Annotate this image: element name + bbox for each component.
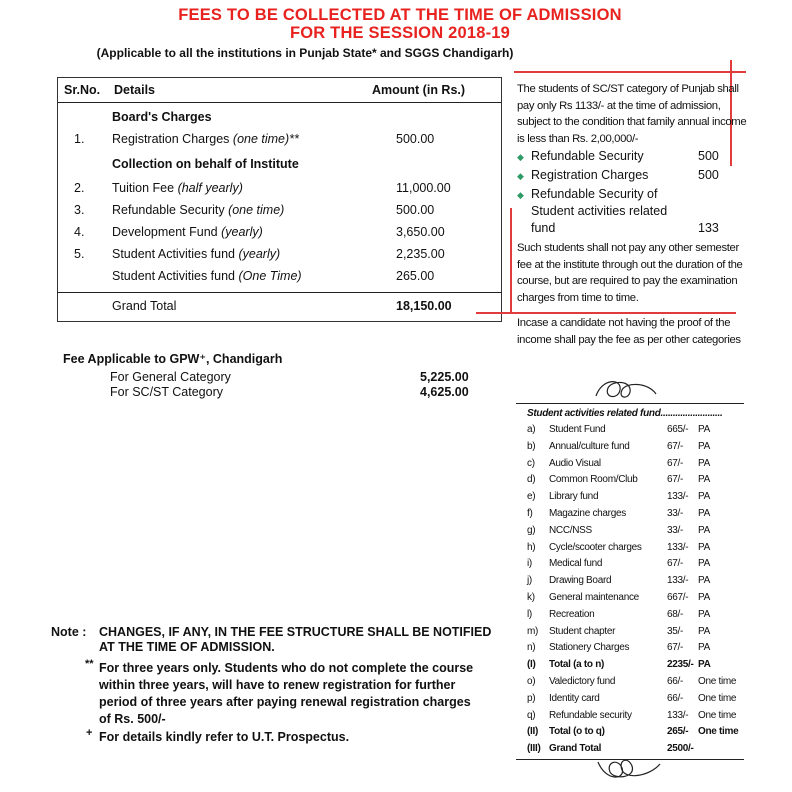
activity-amount: 67/-: [667, 558, 684, 570]
activity-period: PA: [698, 642, 710, 654]
activity-key: a): [527, 424, 536, 435]
bullet-amount: 133: [698, 221, 719, 235]
activity-label: Refundable security: [549, 709, 632, 721]
activity-period: PA: [698, 575, 710, 587]
row-sr: 5.: [74, 247, 85, 261]
row-sr: 4.: [74, 225, 85, 239]
gpw-general-label: For General Category: [110, 370, 231, 384]
activity-label: Drawing Board: [549, 575, 612, 587]
activity-amount: 133/-: [667, 491, 689, 503]
activity-key: (I): [527, 659, 536, 671]
activity-amount: 67/-: [667, 474, 684, 486]
double-star-marker: **: [85, 658, 94, 670]
row-details: Student Activities fund (One Time): [112, 269, 302, 283]
bullet-amount: 500: [698, 168, 719, 182]
activity-label: Magazine charges: [549, 508, 626, 519]
row-amount: 265.00: [396, 269, 435, 283]
activity-key: b): [527, 440, 536, 452]
activity-label: Medical fund: [549, 558, 603, 570]
activity-label: Total (a to n): [549, 659, 605, 671]
plus-marker: +: [86, 727, 93, 739]
activity-label: Annual/culture fund: [549, 440, 630, 452]
row-amount: 11,000.00: [396, 181, 451, 195]
activity-key: k): [527, 592, 535, 603]
note-line2: AT THE TIME OF ADMISSION.: [99, 640, 275, 654]
activities-heading: Student activities related fund.........................: [527, 408, 723, 419]
board-charges-heading: Board's Charges: [112, 110, 212, 124]
grand-total-amount: 18,150.00: [396, 299, 452, 313]
activity-period: PA: [698, 608, 710, 620]
activity-period: PA: [698, 625, 710, 637]
activity-amount: 33/-: [667, 508, 684, 519]
activity-amount: 67/-: [667, 457, 684, 469]
gpw-heading: Fee Applicable to GPW⁺, Chandigarh: [63, 352, 283, 366]
activity-key: m): [527, 625, 539, 637]
activity-period: PA: [698, 440, 710, 452]
activity-amount: 133/-: [667, 541, 689, 553]
row-sr: 3.: [74, 203, 85, 217]
bullet-icon: ◆: [517, 190, 524, 200]
registration-footnote: For three years only. Students who do not complete the course within three years, will have to renew registration for further period of three years after paying renewal registration charges of Rs. 500/-: [99, 661, 474, 726]
bullet-label: Student activities related: [531, 204, 668, 218]
activity-key: e): [527, 491, 536, 503]
activities-top-divider: [516, 403, 744, 404]
activity-amount: 67/-: [667, 642, 684, 654]
activity-label: Common Room/Club: [549, 474, 638, 486]
activity-amount: 2500/-: [667, 743, 694, 755]
bullet-amount: 500: [698, 149, 719, 163]
bullet-icon: ◆: [517, 171, 524, 181]
activity-key: (III): [527, 743, 541, 755]
activity-amount: 665/-: [667, 424, 689, 435]
activity-label: Stationery Charges: [549, 642, 630, 654]
activity-amount: 2235/-: [667, 659, 694, 671]
activity-period: PA: [698, 558, 710, 570]
activity-amount: 66/-: [667, 676, 684, 687]
scst-note-para3: Incase a candidate not having the proof of the income shall pay the fee as per other categories: [517, 317, 741, 346]
page-title: FEES TO BE COLLECTED AT THE TIME OF ADMISSION: [178, 6, 622, 24]
activity-label: Identity card: [549, 692, 600, 704]
activity-label: NCC/NSS: [549, 524, 592, 536]
col-amount-header: Amount (in Rs.): [372, 83, 466, 97]
activity-key: q): [527, 709, 536, 721]
activity-amount: 265/-: [667, 726, 689, 738]
activity-key: l): [527, 608, 532, 620]
activity-period: PA: [698, 524, 710, 536]
scst-note-text: The students of SC/ST category of Punjab shall pay only Rs 1133/- at the time of admission, subject to the condition that family annual income is less than Rs. 2,00,000/-: [517, 83, 747, 145]
ornament-top-icon: [592, 376, 662, 402]
activity-label: Cycle/scooter charges: [549, 541, 642, 553]
activity-period: PA: [698, 659, 711, 671]
grand-total-divider: [57, 292, 502, 293]
activity-period: PA: [698, 457, 710, 469]
activity-period: PA: [698, 474, 710, 486]
activity-key: i): [527, 558, 532, 570]
institute-collection-heading: Collection on behalf of Institute: [112, 157, 299, 171]
note-line1: CHANGES, IF ANY, IN THE FEE STRUCTURE SHALL BE NOTIFIED: [99, 625, 492, 639]
bullet-label: Refundable Security: [531, 149, 644, 163]
activity-label: Library fund: [549, 491, 599, 503]
grand-total-label: Grand Total: [112, 299, 177, 313]
row-details: Refundable Security (one time): [112, 203, 285, 217]
gpw-general-amount: 5,225.00: [420, 370, 469, 384]
row-sr: 1.: [74, 132, 85, 146]
row-amount: 3,650.00: [396, 225, 445, 239]
activity-label: Student Fund: [549, 424, 606, 435]
col-details-header: Details: [114, 83, 155, 97]
activity-amount: 33/-: [667, 524, 684, 536]
row-amount: 2,235.00: [396, 247, 445, 261]
red-mark-line: [514, 71, 746, 73]
activity-key: f): [527, 508, 533, 519]
activity-period: PA: [698, 541, 710, 553]
activity-label: Student chapter: [549, 625, 616, 637]
activity-key: h): [527, 541, 536, 553]
activity-key: d): [527, 474, 536, 486]
scst-note-para2: Such students shall not pay any other semester fee at the institute through out the duration of the course, but are required to pay the examination charges from time to time.: [517, 242, 743, 304]
activity-amount: 133/-: [667, 709, 689, 721]
activity-label: Valedictory fund: [549, 676, 616, 687]
row-details: Development Fund (yearly): [112, 225, 263, 239]
activity-key: n): [527, 642, 536, 654]
activity-period: One time: [698, 676, 737, 687]
row-details: Registration Charges (one time)**: [112, 132, 299, 146]
gpw-scst-label: For SC/ST Category: [110, 385, 224, 399]
activity-amount: 68/-: [667, 608, 684, 620]
row-amount: 500.00: [396, 203, 435, 217]
activity-label: Audio Visual: [549, 457, 601, 469]
activity-label: Recreation: [549, 608, 595, 620]
activity-key: (II): [527, 726, 539, 738]
row-sr: 2.: [74, 181, 85, 195]
col-srno-header: Sr.No.: [64, 83, 101, 97]
row-amount: 500.00: [396, 132, 435, 146]
activity-key: p): [527, 692, 536, 704]
activity-label: Grand Total: [549, 743, 602, 755]
activity-key: j): [527, 575, 532, 587]
bullet-label: fund: [531, 221, 556, 235]
red-mark-line: [476, 312, 736, 314]
activity-period: PA: [698, 424, 710, 435]
bullet-label: Refundable Security of: [531, 187, 658, 201]
activity-amount: 66/-: [667, 692, 684, 704]
red-mark-line: [510, 208, 512, 312]
activity-amount: 67/-: [667, 440, 684, 452]
activity-key: c): [527, 457, 535, 469]
table-header-divider: [58, 102, 501, 103]
activity-key: g): [527, 524, 536, 536]
activity-period: PA: [698, 491, 710, 503]
applicability-subtitle: (Applicable to all the institutions in Punjab State* and SGGS Chandigarh): [96, 46, 514, 60]
activity-key: o): [527, 676, 536, 687]
bullet-icon: ◆: [517, 152, 524, 162]
activity-label: Total (o to q): [549, 726, 605, 738]
activity-amount: 35/-: [667, 625, 684, 637]
activity-period: One time: [698, 709, 737, 721]
activity-label: General maintenance: [549, 592, 639, 603]
bullet-label: Registration Charges: [531, 168, 649, 182]
activity-period: One time: [698, 726, 739, 738]
activity-period: PA: [698, 508, 710, 519]
ornament-bottom-icon: [596, 752, 666, 782]
note-label: Note :: [51, 625, 87, 639]
activity-amount: 667/-: [667, 592, 689, 603]
activity-period: PA: [698, 592, 710, 603]
gpw-scst-amount: 4,625.00: [420, 385, 469, 399]
activity-period: One time: [698, 692, 737, 704]
session-title: FOR THE SESSION 2018-19: [289, 24, 511, 42]
row-details: Student Activities fund (yearly): [112, 247, 281, 261]
prospectus-footnote: For details kindly refer to U.T. Prospectus.: [99, 730, 350, 744]
row-details: Tuition Fee (half yearly): [112, 181, 243, 195]
activity-amount: 133/-: [667, 575, 689, 587]
